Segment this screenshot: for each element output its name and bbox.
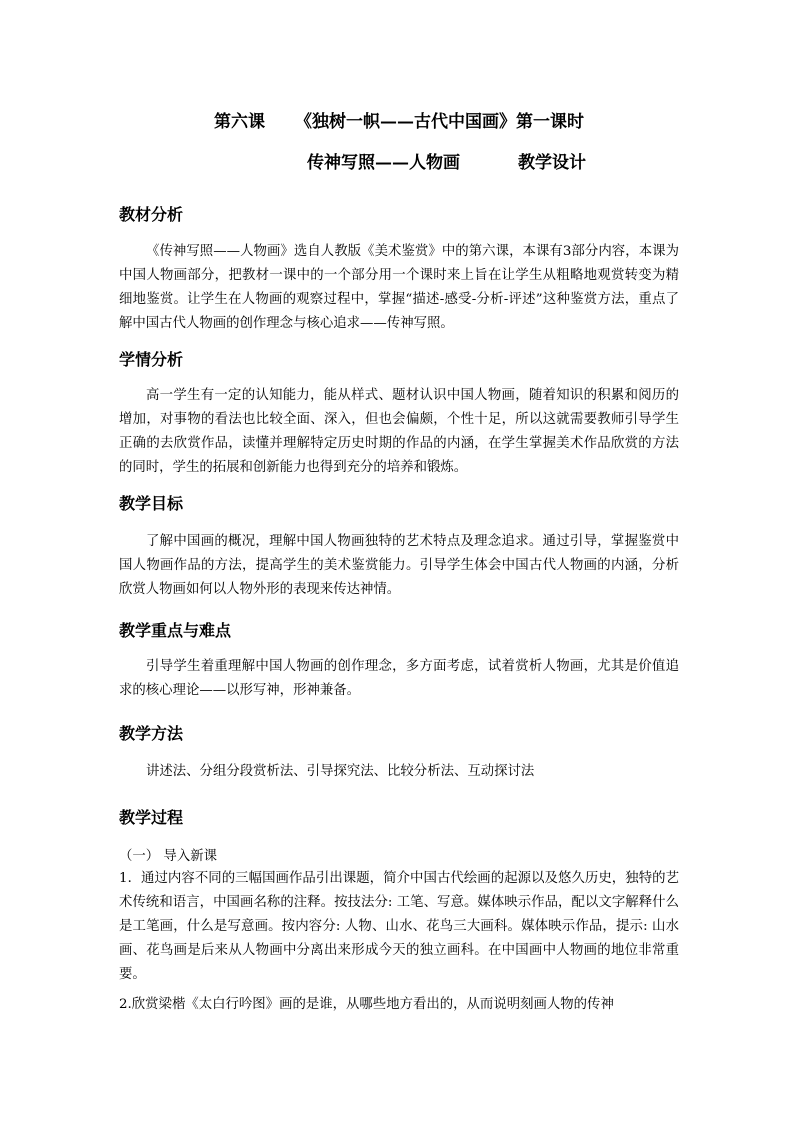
paragraph-goals: 了解中国画的概况，理解中国人物画独特的艺术特点及理念追求。通过引导，掌握鉴赏中国人物画作品的方法，提高学生的美术鉴赏能力。引导学生体会中国古代人物画的内涵，分析欣赏人物画如何以人物外形的表现来传达神情。 (119, 534, 679, 597)
paragraph-material: 《传神写照——人物画》选自人教版《美术鉴赏》中的第六课，本课有3部分内容，本课为中国人物画部分，把教材一课中的一个部分用一个课时来上旨在让学生从粗略地观赏转变为精细地鉴赏。让学生在人物画的观察过程中，掌握“描述-感受-分析-评述”这种鉴赏方法，重点了解中国古代人物画的创作理念与核心追求——传神写照。 (119, 244, 679, 331)
subtitle-topic: 传神写照——人物画 (307, 153, 460, 173)
paragraph-students: 高一学生有一定的认知能力，能从样式、题材认识中国人物画，随着知识的积累和阅历的增加，对事物的看法也比较全面、深入，但也会偏颇，个性十足，所以这就需要教师引导学生正确的去欣赏作品，读懂并理解特定历史时期的作品的内涵，在学生掌握美术作品欣赏的方法的同时，学生的拓展和创新能力也得到充分的培养和锻炼。 (119, 388, 679, 475)
heading-process: 教学过程 (119, 808, 184, 827)
document-subtitle (307, 148, 586, 173)
subtitle-type: 教学设计 (518, 153, 586, 173)
paragraph-keypoints: 引导学生着重理解中国人物画的创作理念，多方面考虑，试着赏析人物画，尤其是价值追求的核心理论——以形写神，形神兼备。 (119, 659, 679, 698)
process-item-2: 2.欣赏梁楷《太白行吟图》画的是谁，从哪些地方看出的，从而说明刻画人物的传神 (119, 997, 614, 1012)
heading-methods: 教学方法 (119, 724, 184, 743)
heading-material: 教材分析 (119, 205, 184, 224)
document-title (214, 107, 584, 132)
heading-goals: 教学目标 (119, 494, 184, 513)
process-item-1: 1．通过内容不同的三幅国画作品引出课题，简介中国古代绘画的起源以及悠久历史，独特的艺术传统和语言，中国画名称的注释。按技法分: 工笔、写意。媒体映示作品，配以文字解释什么是工笔画，什么是写意画。按内容分: 人物、山水、花鸟三大画科。媒体映示作品，提示: 山水画、花鸟画是后来从人物画中分离出来形成今天的独立画科。在中国画中人物画的地位非常重要。 (119, 871, 679, 982)
lesson-number: 第六课 (214, 112, 265, 132)
paragraph-methods: 讲述法、分组分段赏析法、引导探究法、比较分析法、互动探讨法 (146, 764, 535, 779)
heading-keypoints: 教学重点与难点 (119, 621, 232, 640)
process-subheading: （一） 导入新课 (119, 849, 217, 864)
heading-students: 学情分析 (119, 350, 184, 369)
lesson-title: 《独树一帜——古代中国画》第一课时 (295, 112, 584, 132)
